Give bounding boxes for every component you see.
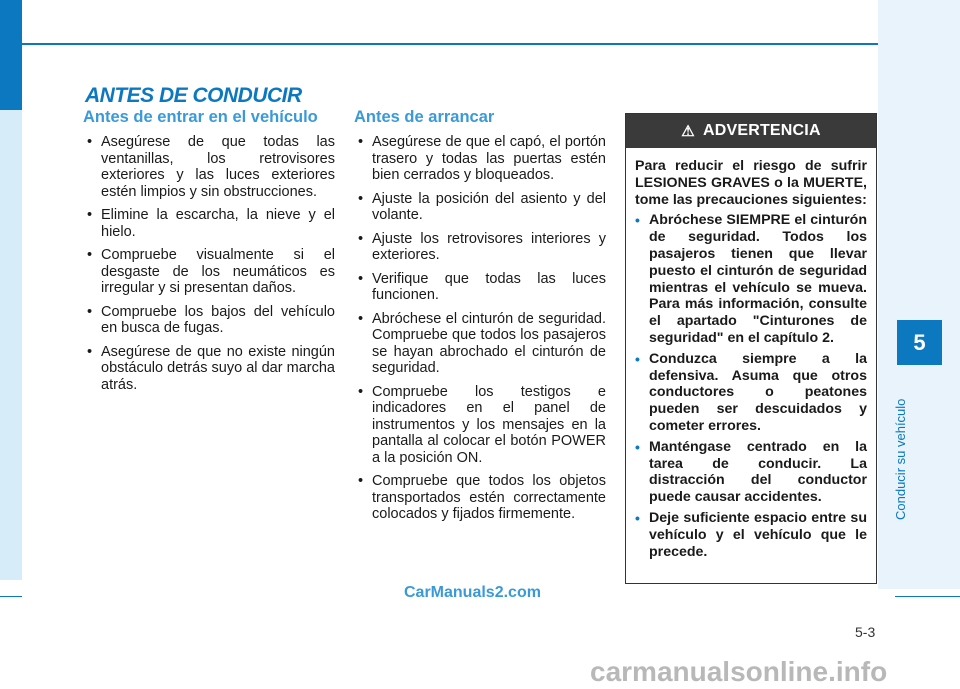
list-item: • Abróchese el cinturón de seguridad. Compruebe que todos los pasajeros se hayan abrochado el cinturón de seguridad. — [358, 310, 606, 376]
bullet-icon: • — [635, 212, 640, 229]
chapter-number-badge: 5 — [897, 320, 942, 365]
header-rule — [22, 43, 878, 45]
chapter-sidebar — [878, 0, 960, 589]
warning-title: ADVERTENCIA — [702, 122, 821, 139]
watermark-link[interactable]: CarManuals2.com — [404, 584, 541, 601]
list-item: • Asegúrese de que todas las ventanillas, los retrovisores exteriores y las luces exteriores estén limpios y sin obstrucciones. — [87, 134, 335, 200]
warning-item: • Conduzca siempre a la defensiva. Asuma que otros conductores o peatones pueden ser descuidados y cometer errores. — [635, 350, 867, 434]
warning-box — [625, 113, 877, 584]
page-number: 5-3 — [855, 624, 876, 640]
list-item: • Compruebe los testigos e indicadores en el panel de instrumentos y los mensajes en la pantalla al colocar el botón POWER a la posición ON. — [358, 383, 606, 466]
warning-list — [635, 212, 867, 560]
list-item: • Asegúrese de que el capó, el portón trasero y todas las puertas estén bien cerrados y bloqueados. — [358, 134, 606, 183]
list-item: • Ajuste la posición del asiento y del volante. — [358, 190, 606, 223]
left-edge-bar — [0, 0, 22, 110]
warning-item: • Deje suficiente espacio entre su vehículo y el vehículo que le precede. — [635, 509, 867, 560]
bullet-icon: • — [635, 438, 640, 455]
left-column — [83, 108, 335, 400]
middle-column-heading: Antes de arrancar — [354, 108, 495, 126]
left-margin-stripe — [0, 110, 22, 580]
list-item: • Asegúrese de que no existe ningún obstáculo detrás suyo al dar marcha atrás. — [87, 343, 335, 393]
bullet-icon: • — [635, 350, 640, 367]
warning-item: • Abróchese SIEMPRE el cinturón de seguridad. Todos los pasajeros tienen que llevar puesto el cinturón de seguridad mientras el vehículo se mueva. Para más información, consulte el apartado "Cinturones de seguridad" en el capítulo 2. — [635, 212, 867, 346]
warning-item: • Manténgase centrado en la tarea de conducir. La distracción del conductor puede causar accidentes. — [635, 438, 867, 506]
middle-column — [354, 108, 606, 530]
list-item: • Elimine la escarcha, la nieve y el hielo. — [87, 207, 335, 240]
section-title: ANTES DE CONDUCIR — [85, 84, 302, 107]
warning-intro: Para reducir el riesgo de sufrir LESIONES GRAVES o la MUERTE, tome las precauciones siguientes: — [635, 158, 867, 208]
footer-site-watermark: carmanualsonline.info — [590, 656, 888, 687]
middle-column-list — [354, 134, 606, 523]
left-column-heading: Antes de entrar en el vehículo — [83, 108, 318, 126]
left-column-list — [83, 134, 335, 393]
list-item: • Compruebe los bajos del vehículo en busca de fugas. — [87, 303, 335, 336]
list-item: • Verifique que todas las luces funcionen. — [358, 270, 606, 303]
warning-body — [626, 148, 876, 560]
warning-triangle-icon: ⚠ — [681, 123, 695, 140]
chapter-label — [893, 480, 908, 520]
list-item: • Compruebe visualmente si el desgaste de los neumáticos es irregular y si presentan daños. — [87, 247, 335, 296]
bullet-icon: • — [635, 509, 640, 526]
right-footer-rule — [895, 596, 960, 597]
left-footer-rule — [0, 596, 22, 597]
warning-header — [626, 114, 876, 148]
list-item: • Compruebe que todos los objetos transportados estén correctamente colocados y fijados firmemente. — [358, 473, 606, 522]
list-item: • Ajuste los retrovisores interiores y exteriores. — [358, 230, 606, 263]
